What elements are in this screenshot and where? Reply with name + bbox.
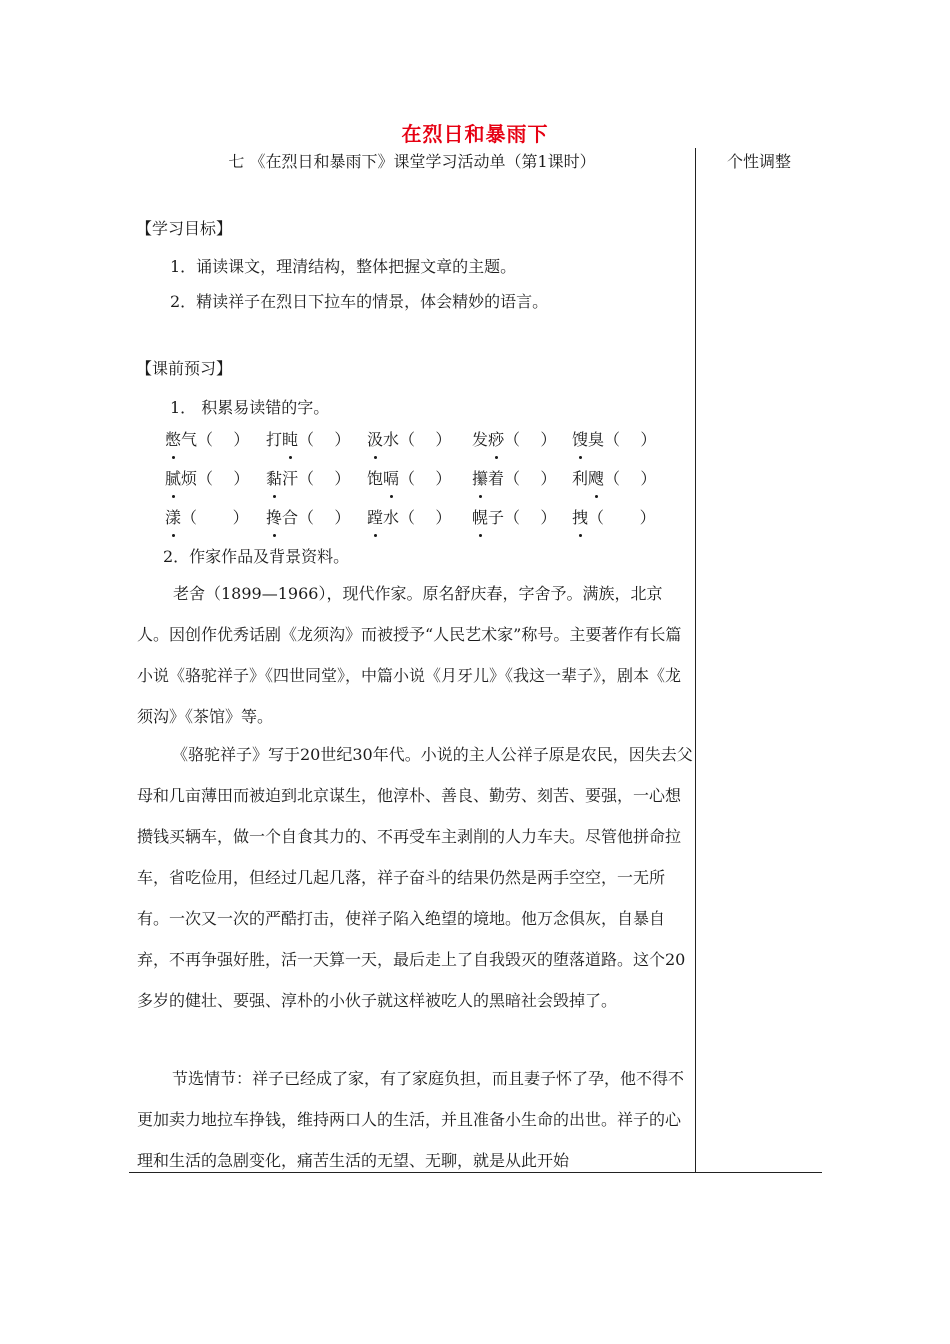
word-item <box>572 428 656 452</box>
word-emphasis-char: 馊 <box>572 428 588 452</box>
word-emphasis-char: 幌 <box>472 506 488 530</box>
word-item <box>165 467 249 491</box>
word-answer-blank: 臭（ ） <box>588 430 657 449</box>
word-item <box>472 428 556 452</box>
word-emphasis-char: 漾 <box>165 506 181 530</box>
word-item <box>472 467 556 491</box>
preview-item-2: 2．作家作品及背景资料。 <box>163 547 350 566</box>
word-item <box>266 467 350 491</box>
word-plain-char: 发 <box>472 430 489 449</box>
preview-item-1: 1． 积累易读错的字。 <box>170 398 330 417</box>
word-answer-blank: （ ） <box>399 469 452 488</box>
side-column-header: 个性调整 <box>726 152 791 171</box>
goals-heading: 【学习目标】 <box>136 219 233 238</box>
author-paragraph: 老舍（1899—1966），现代作家。原名舒庆春，字舍予。满族，北京人。因创作优秀话剧《龙须沟》而被授予“人民艺术家”称号。主要著作有长篇小说《骆驼祥子》《四世同堂》，中篇小说《月牙儿》《我这一辈子》，剧本《龙须沟》《茶馆》等。 <box>137 584 682 726</box>
word-emphasis-char: 腻 <box>165 467 181 491</box>
word-item <box>367 506 451 530</box>
word-emphasis-char: 蹚 <box>367 506 383 530</box>
word-answer-blank: 合（ ） <box>282 508 351 527</box>
column-divider <box>695 148 696 1173</box>
word-emphasis-char: 痧 <box>488 428 504 452</box>
word-item <box>266 506 350 530</box>
novel-background-paragraph: 《骆驼祥子》写于20世纪30年代。小说的主人公祥子原是农民，因失去父母和几亩薄田而被迫到北京谋生，他淳朴、善良、勤劳、刻苦、要强，一心想攒钱买辆车，做一个自食其力的、不再受车主剥削的人力车夫。尽管他拼命拉车，省吃俭用，但经过几起几落，祥子奋斗的结果仍然是两手空空，一无所有。一次又一次的严酷打击，使祥子陷入绝望的境地。他万念俱灰，自暴自弃，不再争强好胜，活一天算一天，最后走上了自我毁灭的堕落道路。这个20多岁的健壮、要强、淳朴的小伙子就这样被吃人的黑暗社会毁掉了。 <box>137 745 693 1010</box>
word-emphasis-char: 拽 <box>572 506 588 530</box>
word-emphasis-char: 攥 <box>472 467 488 491</box>
word-emphasis-char: 盹 <box>282 428 298 452</box>
word-answer-blank: 水（ ） <box>383 508 452 527</box>
word-plain-char: 饱 <box>367 469 384 488</box>
word-item <box>165 506 249 530</box>
word-item <box>367 428 451 452</box>
word-emphasis-char: 飕 <box>588 467 604 491</box>
word-emphasis-char: 黏 <box>266 467 282 491</box>
excerpt-plot-paragraph: 节选情节：祥子已经成了家，有了家庭负担，而且妻子怀了孕，他不得不更加卖力地拉车挣钱，维持两口人的生活，并且准备小生命的出世。祥子的心理和生活的急剧变化，痛苦生活的无望、无聊，就是从此开始 <box>137 1069 685 1170</box>
word-plain-char: 打 <box>266 430 283 449</box>
word-answer-blank: （ ） <box>298 430 351 449</box>
word-answer-blank: 水（ ） <box>383 430 452 449</box>
page-title: 在烈日和暴雨下 <box>401 122 549 146</box>
word-answer-blank: （ ） <box>504 430 557 449</box>
word-answer-blank: 气（ ） <box>181 430 250 449</box>
goal-item-2: 2．精读祥子在烈日下拉车的情景，体会精妙的语言。 <box>170 292 549 311</box>
word-item <box>367 467 451 491</box>
word-answer-blank: 子（ ） <box>488 508 557 527</box>
word-item <box>572 506 656 530</box>
word-plain-char: 利 <box>572 469 589 488</box>
preview-heading: 【课前预习】 <box>136 359 233 378</box>
word-item <box>472 506 556 530</box>
word-answer-blank: （ ） <box>588 508 656 527</box>
word-item <box>165 428 249 452</box>
word-emphasis-char: 搀 <box>266 506 282 530</box>
word-item <box>266 428 350 452</box>
lesson-subtitle: 七 《在烈日和暴雨下》课堂学习活动单（第1课时） <box>228 152 596 171</box>
word-emphasis-char: 嗝 <box>383 467 399 491</box>
word-answer-blank: 着（ ） <box>488 469 557 488</box>
word-item <box>572 467 656 491</box>
word-answer-blank: 汗（ ） <box>282 469 351 488</box>
word-answer-blank: 烦（ ） <box>181 469 250 488</box>
word-answer-blank: （ ） <box>181 508 249 527</box>
word-emphasis-char: 憋 <box>165 428 181 452</box>
word-answer-blank: （ ） <box>604 469 657 488</box>
word-emphasis-char: 汲 <box>367 428 383 452</box>
goal-item-1: 1．诵读课文，理清结构，整体把握文章的主题。 <box>170 257 517 276</box>
